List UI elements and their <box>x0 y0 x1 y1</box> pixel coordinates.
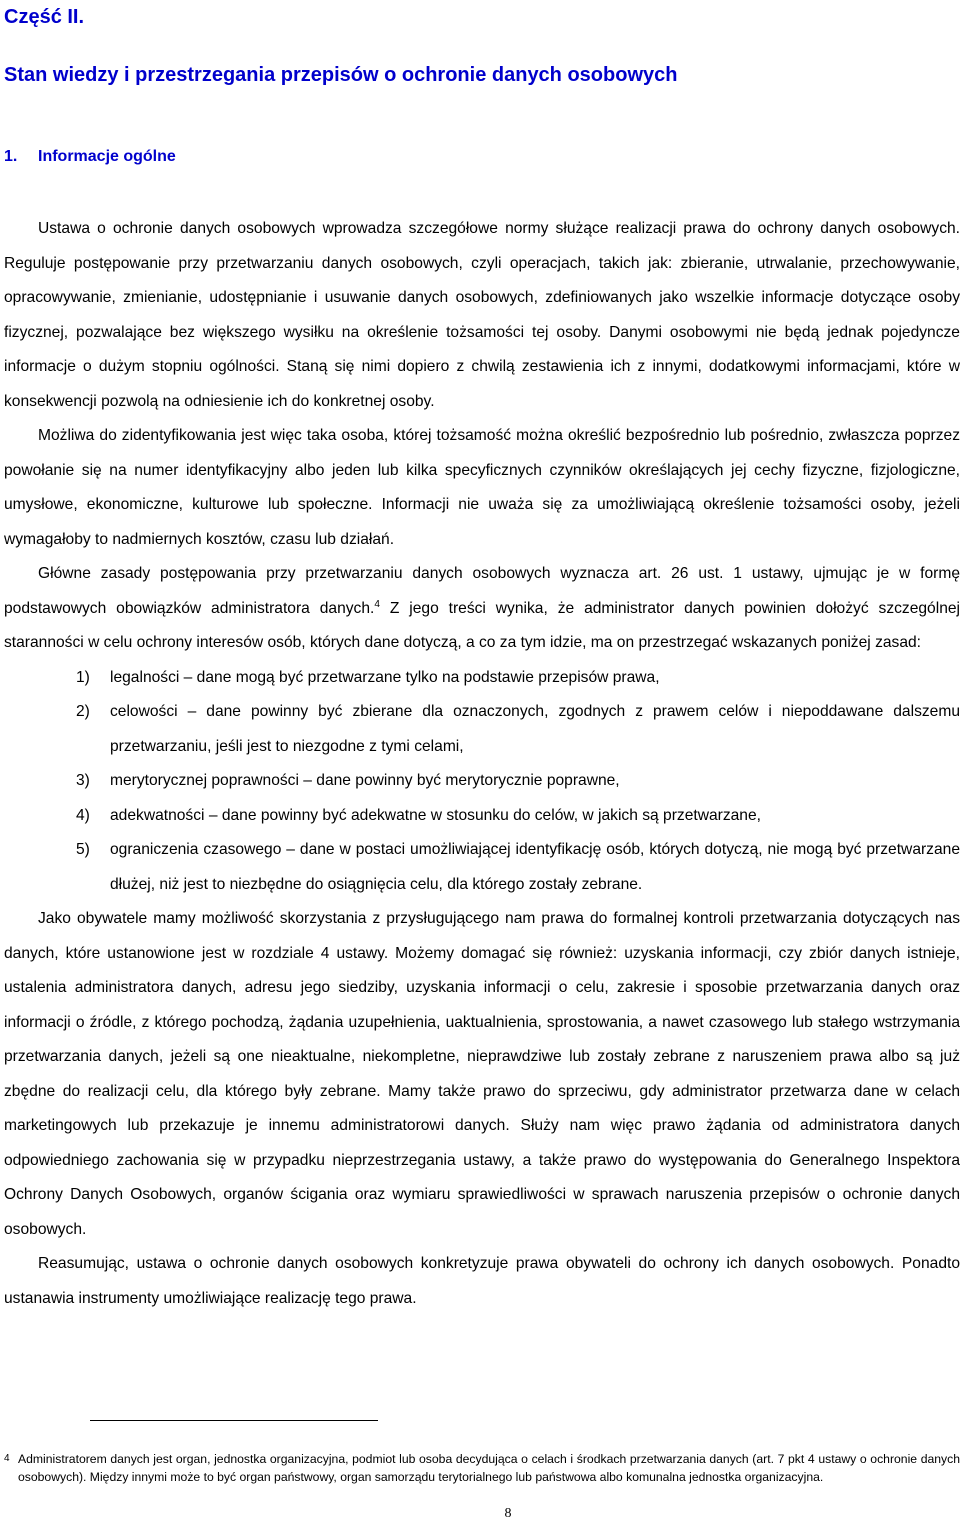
principles-intro-continuation: Z jego treści wynika, że administrator danych powinien dołożyć szczególnej staranności w celu ochrony interesów osób, których dane dotyczą, a co za tym idzie, ma on przestrzegać wskazanych poniżej zasad: <box>4 599 960 651</box>
list-item <box>4 799 960 834</box>
list-item <box>4 764 960 799</box>
section-heading <box>4 148 176 166</box>
main-title: Stan wiedzy i przestrzegania przepisów o ochronie danych osobowych <box>4 64 678 86</box>
page-number: 8 <box>504 1506 512 1521</box>
paragraph-identifiable-person: Możliwa do zidentyfikowania jest więc taka osoba, której tożsamość można określić bezpośrednio lub pośrednio, zwłaszcza poprzez powołanie się na numer identyfikacyjny albo jeden lub kilka specyficznych czynników określających jej cechy fizyczne, fizjologiczne, umysłowe, ekonomiczne, kulturowe lub społeczne. Informacji nie uważa się za umożliwiającą określenie tożsamości osoby, jeżeli wymagałoby to nadmiernych kosztów, czasu lub działań. <box>4 427 960 548</box>
list-item-number: 2) <box>76 703 90 720</box>
list-item <box>4 833 960 902</box>
part-title: Część II. <box>4 6 85 28</box>
list-item-text: celowości – dane powinny być zbierane dla oznaczonych, zgodnych z prawem celów i niepoddawane dalszemu przetwarzaniu, jeśli jest to niezgodne z tymi celami, <box>110 703 960 755</box>
section-number: 1. <box>4 148 18 165</box>
list-item-text: merytorycznej poprawności – dane powinny być merytorycznie poprawne, <box>110 772 620 789</box>
paragraph-principles-intro <box>4 557 960 661</box>
list-item-text: legalności – dane mogą być przetwarzane tylko na podstawie przepisów prawa, <box>110 668 660 686</box>
footnote-reference[interactable]: 4 <box>374 598 380 610</box>
paragraph-intro: Ustawa o ochronie danych osobowych wprowadza szczegółowe normy służące realizacji prawa do ochrony danych osobowych. Reguluje postępowanie przy przetwarzaniu danych osobowych, czyli operacjach, takich jak: zbieranie, utrwalanie, przechowywanie, opracowywanie, zmienianie, udostępnianie i usuwanie danych osobowych, zdefiniowanych jako wszelkie informacje dotyczące osoby fizycznej, pozwalające bez większego wysiłku na określenie tożsamości tej osoby. Danymi osobowymi nie będą jednak pojedyncze informacje o dużym stopniu ogólności. Staną się nimi dopiero z chwilą zestawienia ich z innymi, dodatkowymi informacjami, które w konsekwencji pozwolą na odniesienie ich do konkretnej osoby. <box>4 220 960 410</box>
paragraph-citizen-rights: Jako obywatele mamy możliwość skorzystania z przysługującego nam prawa do formalnej kontroli przetwarzania dotyczących nas danych, które ustanowione jest w rozdziale 4 ustawy. Możemy domagać się również: uzyskania informacji, czy zbiór danych istnieje, ustalenia administratora danych, adresu jego siedziby, uzyskania informacji o celu, zakresie i sposobie przetwarzania danych oraz informacji o źródle, z którego pochodzą, żądania uzupełnienia, uaktualnienia, sprostowania, a nawet czasowego lub stałego wstrzymania przetwarzania danych, jeżeli są one nieaktualne, niekompletne, nieprawdziwe lub zostały zebrane z naruszeniem prawa albo są już zbędne do realizacji celu, dla którego były zebrane. Mamy także prawo do sprzeciwu, gdy administrator przetwarza dane w celach marketingowych lub przekazuje je innemu administratorowi danych. Służy nam więc prawo żądania od administratora danych odpowiedniego zachowania się w przypadku nieprzestrzegania ustawy, a także prawo do występowania do Generalnego Inspektora Ochrony Danych Osobowych, organów ścigania oraz wymiaru sprawiedliwości w sprawach naruszenia przepisów o ochronie danych osobowych. <box>4 910 960 1238</box>
section-title: Informacje ogólne <box>38 148 176 165</box>
list-item <box>4 695 960 764</box>
list-item-number: 4) <box>76 806 90 824</box>
footnote <box>4 1450 960 1487</box>
footnote-text: Administratorem danych jest organ, jednostka organizacyjna, podmiot lub osoba decydująca o celach i środkach przetwarzania danych (art. 7 pkt 4 ustawy o ochronie danych osobowych). Między innymi może to być organ państwowy, organ samorządu terytorialnego lub państwowa albo komunalna jednostka organizacyjna. <box>18 1452 960 1485</box>
body-text <box>4 212 960 1316</box>
principles-list <box>4 661 960 903</box>
paragraph-summary: Reasumując, ustawa o ochronie danych osobowych konkretyzuje prawa obywateli do ochrony ich danych osobowych. Ponadto ustanawia instrumenty umożliwiające realizację tego prawa. <box>4 1255 960 1307</box>
list-item-text: ograniczenia czasowego – dane w postaci umożliwiającej identyfikację osób, których dotyczą, nie mogą być przetwarzane dłużej, niż jest to niezbędne do osiągnięcia celu, dla którego zostały zebrane. <box>110 841 960 893</box>
list-item-number: 1) <box>76 668 90 686</box>
footnote-mark: 4 <box>4 1453 10 1464</box>
principles-intro-text: Główne zasady postępowania przy przetwarzaniu danych osobowych wyznacza art. 26 ust. 1 ustawy, ujmując je w formę podstawowych obowiązków administratora danych. <box>4 565 960 617</box>
list-item <box>4 661 960 696</box>
list-item-number: 3) <box>76 772 90 789</box>
footnote-separator <box>90 1420 378 1421</box>
list-item-text: adekwatności – dane powinny być adekwatne w stosunku do celów, w jakich są przetwarzane, <box>110 806 761 824</box>
list-item-number: 5) <box>76 841 90 858</box>
